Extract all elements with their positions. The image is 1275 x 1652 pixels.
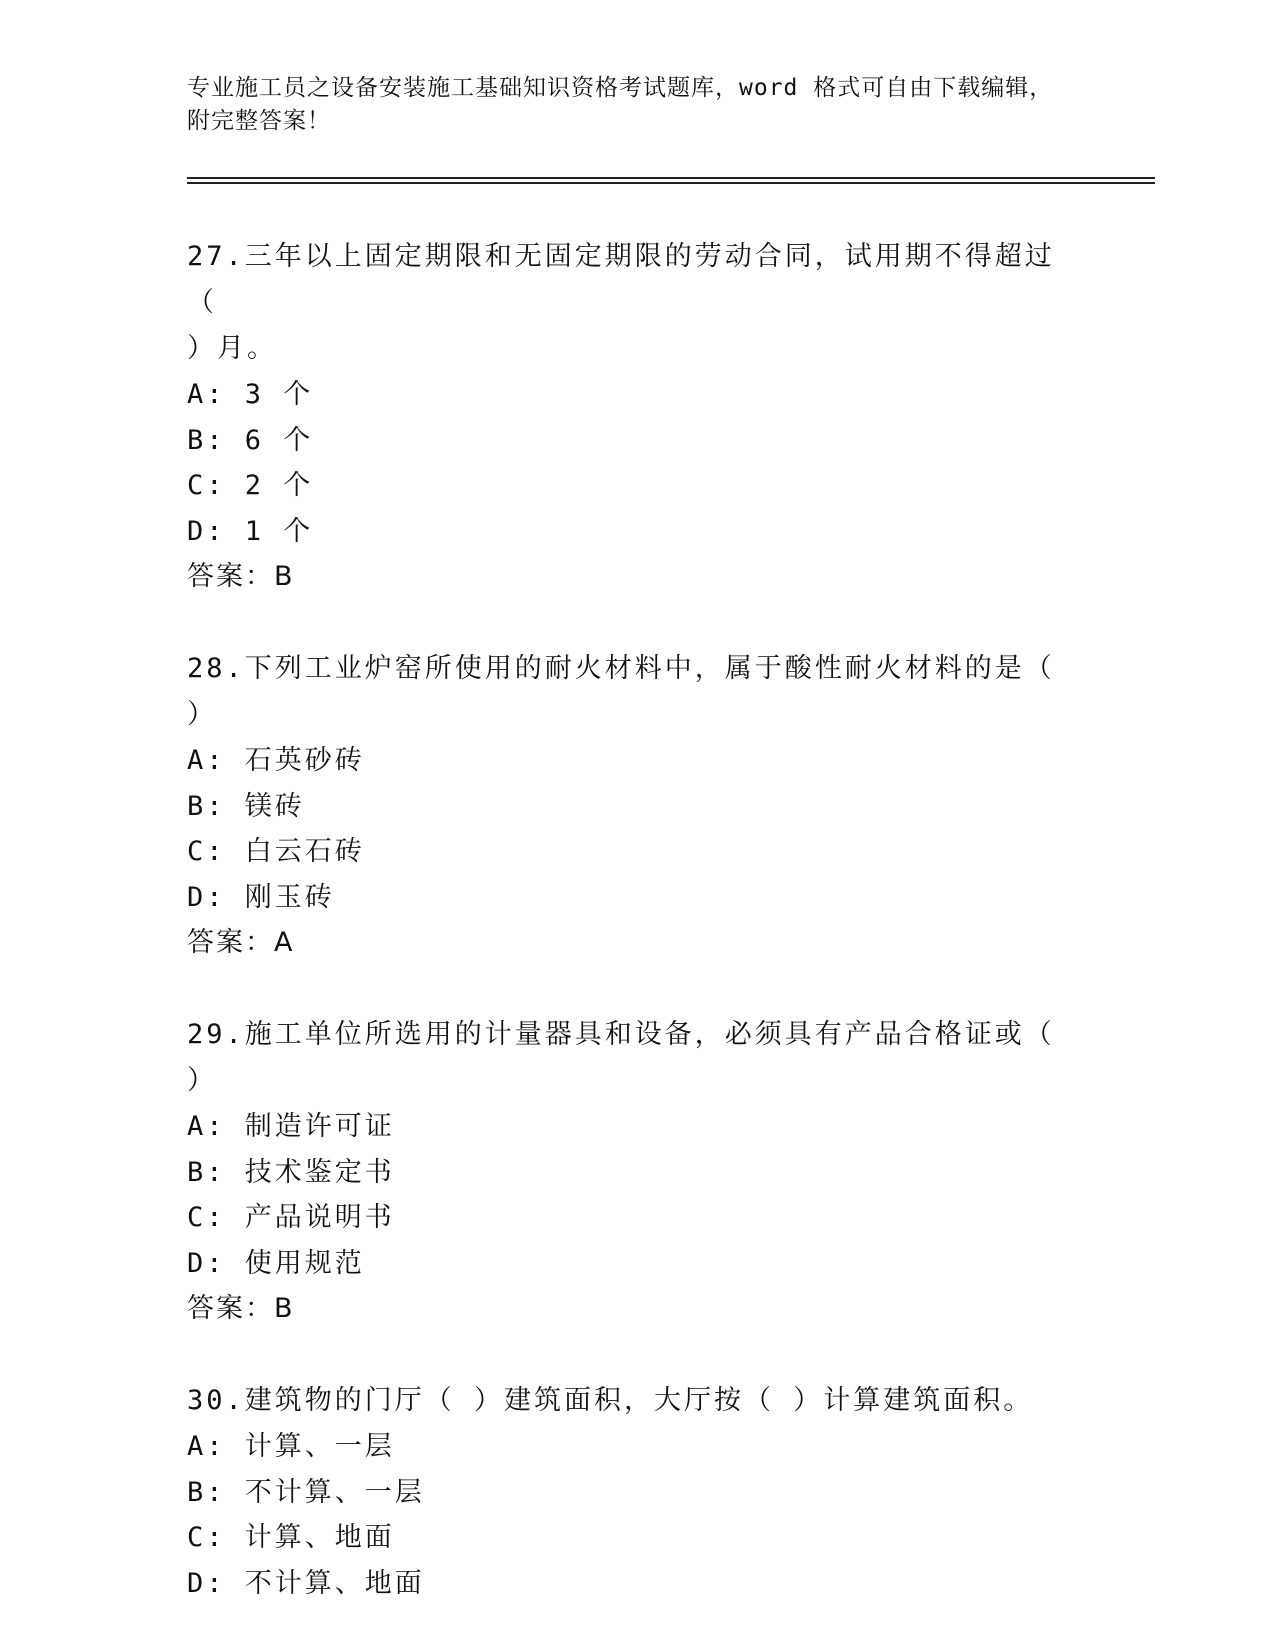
question-stem-continued: ）月。 — [187, 333, 277, 364]
question-list — [187, 234, 1067, 1652]
option-c: C: 白云石砖 — [187, 836, 365, 867]
question-27 — [187, 234, 1067, 600]
option-a: A: 计算、一层 — [187, 1431, 395, 1462]
option-d: D: 刚玉砖 — [187, 881, 335, 913]
question-stem: 29.施工单位所选用的计量器具和设备，必须具有产品合格证或（ ） — [187, 1019, 1055, 1096]
answer-label: 答案：B — [187, 1293, 295, 1324]
header-divider-top — [187, 177, 1155, 179]
option-b: B: 技术鉴定书 — [187, 1156, 395, 1188]
header-line-1: 专业施工员之设备安装施工基础知识资格考试题库，word 格式可自由下载编辑， — [187, 75, 1054, 101]
header-line-2: 附完整答案！ — [187, 108, 331, 134]
option-b: B: 镁砖 — [187, 790, 305, 822]
option-c: C: 2 个 — [187, 470, 314, 501]
option-d: D: 使用规范 — [187, 1247, 365, 1279]
question-29 — [187, 1012, 1067, 1332]
option-a: A: 石英砂砖 — [187, 745, 365, 776]
question-stem: 30.建筑物的门厅（ ）建筑面积，大厅按（ ）计算建筑面积。 — [187, 1385, 1034, 1416]
option-b: B: 不计算、一层 — [187, 1476, 425, 1508]
header-divider-bottom — [187, 182, 1155, 184]
answer-label: 答案：A — [187, 927, 295, 958]
option-d: D: 1 个 — [187, 515, 314, 547]
option-c: C: 计算、地面 — [187, 1522, 395, 1553]
option-d: D: 不计算、地面 — [187, 1567, 425, 1599]
option-a: A: 3 个 — [187, 379, 314, 410]
answer-label: 答案：B — [187, 561, 295, 592]
option-a: A: 制造许可证 — [187, 1111, 395, 1142]
document-header — [187, 72, 1087, 138]
option-c: C: 产品说明书 — [187, 1202, 395, 1233]
question-stem: 27.三年以上固定期限和无固定期限的劳动合同，试用期不得超过（ — [187, 241, 1055, 318]
question-30 — [187, 1378, 1067, 1606]
question-28 — [187, 646, 1067, 966]
question-stem: 28.下列工业炉窑所使用的耐火材料中，属于酸性耐火材料的是（ ） — [187, 653, 1055, 730]
option-b: B: 6 个 — [187, 424, 314, 456]
